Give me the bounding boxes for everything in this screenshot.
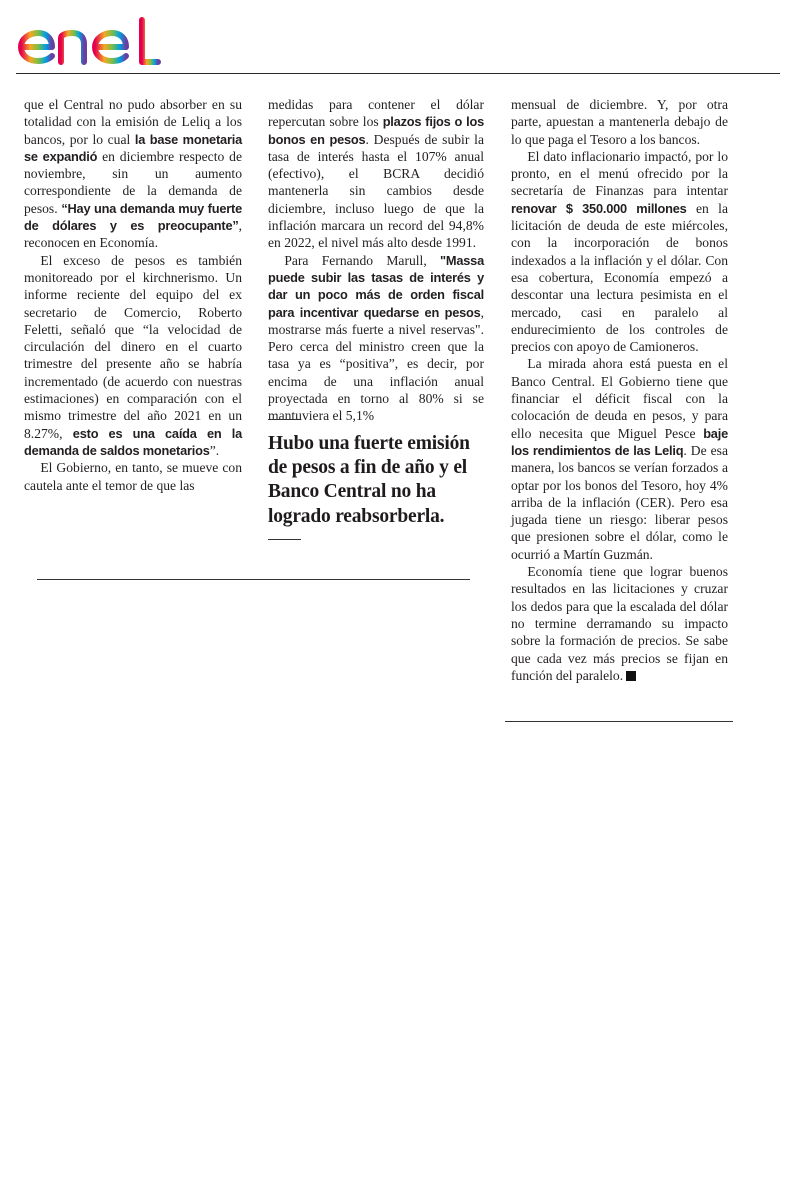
bold-text: “Hay una demanda muy fuerte de dólares y es preocupante” — [24, 200, 242, 234]
text: mensual de diciembre. Y, por otra parte, apuestan a mantenerla debajo de lo que paga el Tesoro a los bancos. — [511, 97, 728, 147]
pull-quote: Hubo una fuerte emisión de pesos a fin de año y el Banco Central no ha logrado reabsorberla. — [268, 433, 470, 527]
text: El dato inflacionario impactó, por lo pronto, en el menú ofrecido por la secretaría de Finanzas para intentar — [511, 148, 728, 199]
bold-text: "Massa puede subir las tasas de interés y dar un poco más de orden fiscal para incentivar quedarse en pesos — [268, 252, 484, 320]
bold-text: esto es una caída en la demanda de saldos monetarios — [24, 425, 242, 458]
text: . De esa manera, los bancos se verían forzados a optar por los bonos del Tesoro, hoy 4% arriba de la inflación (CER). Pero esa jugada tiene un riesgo: liberar pesos que presionen sobre el dólar, como le ocurrió a Martín Guzmán. — [511, 442, 728, 562]
column-end-rule — [37, 579, 470, 580]
text: en la licitación de deuda de este miércoles, con la incorporación de bonos indexados a la inflación y el dólar. Con esa cobertura, Economía empezó a descontar una lectura pesimista en el mercado, casi en paralelo al endurecimiento de los controles de precios con apoyo de Camioneros. — [511, 200, 728, 355]
text: , reconocen en Economía. — [24, 218, 242, 251]
article-column-2 — [268, 96, 484, 425]
header-rule — [16, 73, 780, 74]
paragraph — [511, 148, 728, 356]
text: . Después de subir la tasa de interés hasta el 107% anual (efectivo), el BCRA decidió mantenerla sin cambios desde diciembre, incluso luego de que la inflación marcara un record del 94,8% en 2022, el nivel más alto desde 1991. — [268, 131, 484, 251]
paragraph — [24, 252, 242, 460]
text: medidas para contener el dólar repercutan sobre los — [268, 97, 484, 130]
paragraph — [268, 252, 484, 425]
pull-quote-rule-top — [268, 419, 301, 420]
enel-logo — [16, 16, 170, 68]
text: El Gobierno, en tanto, se mueve con cautela ante el temor de que las — [24, 460, 242, 493]
end-of-article-square-icon — [626, 671, 636, 681]
text: que el Central no pudo absorber en su totalidad con la emisión de Leliq a los bancos, por lo cual — [24, 97, 242, 147]
article-column-3 — [511, 96, 728, 684]
paragraph — [511, 563, 728, 684]
text: El exceso de pesos es también monitoreado por el kirchnerismo. Un informe reciente del equipo del ex secretario de Comercio, Roberto Feletti, señaló que “la velocidad de circulación del dinero en el cuarto trimestre del presente año se habría incrementado (de acuerdo con nuestras estimaciones) en comparación con el mismo trimestre del año 2021 en un 8.27%, — [24, 252, 242, 441]
bold-text: baje los rendimientos de las Leliq — [511, 425, 728, 458]
bold-text: renovar $ 350.000 millones — [511, 200, 687, 216]
paragraph — [24, 96, 242, 252]
pull-quote-rule-bottom — [268, 539, 301, 540]
article-column-1 — [24, 96, 242, 494]
bold-text: la base monetaria se expandió — [24, 131, 243, 164]
text: La mirada ahora está puesta en el Banco Central. El Gobierno tiene que financiar el déficit fiscal con la colocación de deuda en pesos, y para ello necesita que Miguel Pesce — [511, 356, 728, 441]
text: Economía tiene que lograr buenos resultados en las licitaciones y cruzar los dedos para que la escalada del dólar no termine derramando su impacto sobre la formación de precios. Se sabe que cada vez más precios se fijan en función del paralelo. — [511, 564, 728, 683]
article-end-rule — [505, 721, 733, 722]
paragraph — [511, 355, 728, 563]
text: , mostrarse más fuerte a nivel reservas". Pero cerca del ministro creen que la tasa ya es “positiva”, es decir, por encima de una inflación anual proyectada en torno al 80% si se mantuviera el 5,1% — [268, 304, 484, 424]
bold-text: plazos fijos o los bonos en pesos — [268, 114, 485, 147]
text: ”. — [209, 442, 220, 458]
paragraph — [24, 459, 242, 494]
paragraph — [511, 96, 728, 148]
paragraph — [268, 96, 484, 252]
text: Para Fernando Marull, — [284, 252, 440, 268]
text: en diciembre respecto de noviembre, sin un aumento correspondiente de la demanda de pesos. — [24, 148, 242, 216]
